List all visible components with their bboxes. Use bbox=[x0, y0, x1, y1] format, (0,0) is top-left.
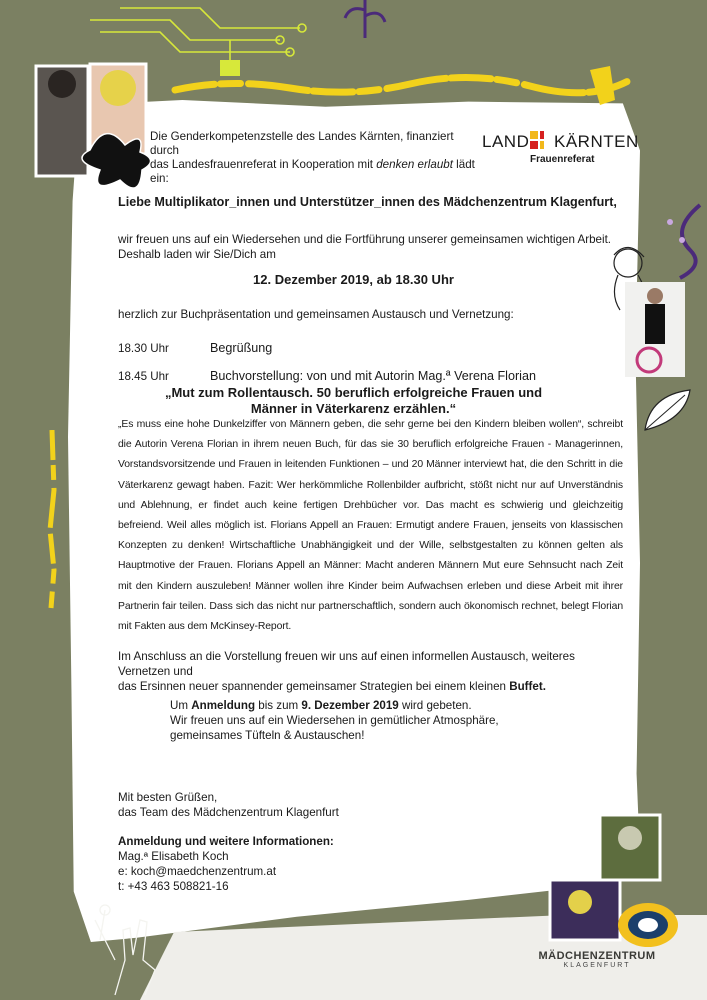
afterword bbox=[118, 649, 623, 694]
registration-prefix: Um bbox=[170, 699, 192, 712]
schedule-text-1: Begrüßung bbox=[210, 341, 273, 355]
intro-line-2-emphasis: denken erlaubt bbox=[376, 158, 453, 171]
intro-line-2-start: das Landesfrauenreferat in Kooperation mit bbox=[150, 158, 377, 171]
contact-block bbox=[118, 834, 334, 894]
invite-line: herzlich zur Buchpräsentation und gemeinsamen Austausch und Vernetzung: bbox=[118, 308, 514, 321]
girls-photo-collage bbox=[30, 60, 160, 200]
registration-suffix: wird gebeten. bbox=[398, 699, 472, 712]
schedule-text-2: Buchvorstellung: von und mit Autorin Mag.ª Verena Florian bbox=[210, 369, 536, 383]
leaf-sketch-icon bbox=[640, 385, 695, 435]
land-kaernten-logo bbox=[482, 130, 639, 170]
maedchenzentrum-brand bbox=[532, 950, 662, 969]
greeting bbox=[118, 232, 618, 262]
logo-land-text: LAND bbox=[482, 132, 530, 151]
afterword-line-1: Im Anschluss an die Vorstellung freuen wir uns auf einen informellen Austausch, weiteres Vernetzen und bbox=[118, 650, 575, 678]
schedule-time-1: 18.30 Uhr bbox=[118, 342, 169, 355]
salutation: Liebe Multiplikator_innen und Unterstützer_innen des Mädchenzentrum Klagenfurt, bbox=[118, 195, 617, 209]
greeting-line-2: Deshalb laden wir Sie/Dich am bbox=[118, 248, 276, 261]
registration-line-1 bbox=[170, 698, 570, 713]
closing bbox=[118, 790, 339, 820]
book-description: „Es muss eine hohe Dunkelziffer von Männern geben, die sehr gerne bei den Kindern bleiben wollen“, schreibt die Autorin Verena Florian in ihrem neuen Buch, für das sie 30 beruflich erfolgreiche Frauen - Managerinnen, Vorstandsvorsitzende und Frauen in leitenden Funktionen – und 20 Männer interviewt hat, die den Schritt in die Väterkarenz gewagt haben. Fazit: Wer herkömmliche Rollenbilder aufbricht, stößt nicht nur auf Unverständnis und Ablehnung, er findet auch keine fertigen Drehbücher vor. Das macht es schwierig und gleichzeitig befreiend. Weil alles möglich ist. Florians Appell an Frauen: Ermutigt andere Frauen, jenseits von klassischen Konzepten zu denken! Wirtschaftliche Unabhängigkeit und der Wille, selbstgestalten zu können gelten als Hauptmotive der Frauen. Florians Appell an Männer: Macht anderen Männern Mut eure Sehnsucht nach Zeit mit den Kindern auszuleben! Männer wollen ihre Kinder beim Aufwachsen erleben und diese Arbeit mit ihrer Partnerin fair teilen. Dass sich das nicht nur partnerschaftlich, sondern auch ökonomisch rechnet, belegt Florian mit Fakten aus dem McKinsey-Report. bbox=[118, 419, 623, 633]
purple-flower-decoration bbox=[335, 0, 395, 40]
registration-anmeldung: Anmeldung bbox=[191, 699, 256, 712]
contact-name: Mag.ª Elisabeth Koch bbox=[118, 850, 229, 863]
registration-line-2: Wir freuen uns auf ein Wiedersehen in gemütlicher Atmosphäre, bbox=[170, 714, 499, 727]
registration-middle: bis zum bbox=[255, 699, 302, 712]
afterword-line-2 bbox=[118, 679, 623, 694]
greeting-line-1: wir freuen uns auf ein Wiedersehen und die Fortführung unserer gemeinsamen wichtigen Arbeit. bbox=[118, 233, 612, 246]
brand-name: MÄDCHENZENTRUM bbox=[538, 950, 656, 962]
book-title-line-1: „Mut zum Rollentausch. 50 beruflich erfolgreiche Frauen und bbox=[164, 385, 543, 400]
hand-peace-sketch bbox=[85, 900, 185, 1000]
contact-heading: Anmeldung und weitere Informationen: bbox=[118, 835, 334, 848]
registration-deadline: 9. Dezember 2019 bbox=[301, 699, 399, 712]
intro-line-1: Die Genderkompetenzstelle des Landes Kärnten, finanziert durch bbox=[150, 130, 454, 157]
book-title bbox=[0, 385, 707, 417]
brand-city: KLAGENFURT bbox=[563, 962, 631, 969]
schedule-time-2: 18.45 Uhr bbox=[118, 370, 169, 383]
afterword-line-2-start: das Ersinnen neuer spannender gemeinsamer Strategien bei einem kleinen bbox=[118, 680, 510, 693]
yellow-brush-stroke-left bbox=[42, 430, 62, 610]
registration-note bbox=[170, 698, 570, 743]
yellow-brush-stroke-top bbox=[170, 60, 640, 110]
intro-text bbox=[150, 130, 480, 186]
contact-email[interactable]: e: koch@maedchenzentrum.at bbox=[118, 865, 277, 878]
closing-line-1: Mit besten Grüßen, bbox=[118, 791, 218, 804]
event-date: 12. Dezember 2019, ab 18.30 Uhr bbox=[253, 272, 454, 287]
logo-kaernten-text: KÄRNTEN bbox=[554, 132, 639, 151]
registration-line-3: gemeinsames Tüfteln & Austauschen! bbox=[170, 729, 365, 742]
intro-line-2 bbox=[150, 158, 480, 186]
book-title-line-2: Männer in Väterkarenz erzählen.“ bbox=[250, 401, 457, 416]
intro-line-2-end: lädt ein: bbox=[150, 158, 475, 185]
contact-phone[interactable]: t: +43 463 508821-16 bbox=[118, 880, 229, 893]
woman-wheelchair-photo bbox=[625, 282, 685, 377]
maedchenzentrum-photo-collage bbox=[540, 810, 707, 950]
closing-line-2: das Team des Mädchenzentrum Klagenfurt bbox=[118, 806, 339, 819]
afterword-buffet: Buffet. bbox=[509, 680, 546, 693]
logo-subtitle: Frauenreferat bbox=[530, 154, 595, 165]
carinthia-emblem-icon bbox=[530, 131, 548, 149]
